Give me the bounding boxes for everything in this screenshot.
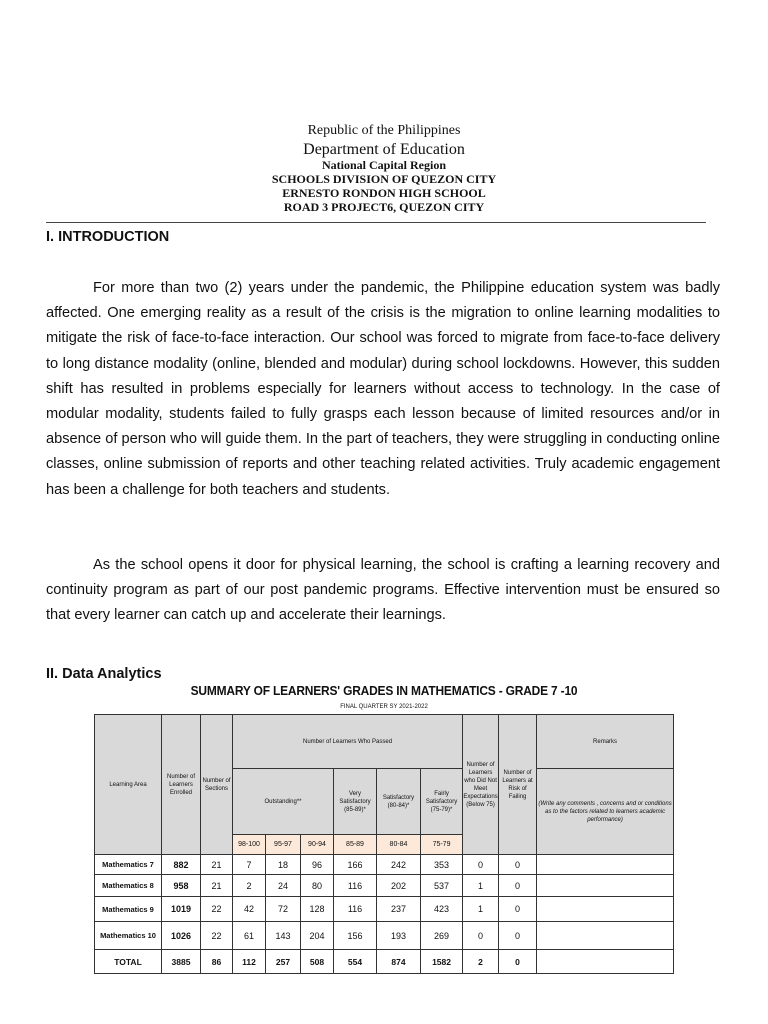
value-cell: 1 [463,897,499,922]
area-cell: Mathematics 7 [95,855,162,875]
value-cell: 18 [266,855,301,875]
value-cell: 257 [266,950,301,974]
table-row [95,855,674,875]
value-cell: 7 [233,855,266,875]
introduction-paragraph-1: For more than two (2) years under the pandemic, the Philippine education system was badly affected. One emerging reality as a result of the crisis is the migration to online learning modalities to mitigate the risk of face-to-face interaction. Our school was forced to migrate from face-to-face delivery to long distance modality (online, blended and modular) during school lockdowns. However, this sudden shift has resulted in problems especially for learners without access to technology. In the case of modular modality, students failed to fully grasps each lesson because of limited resources and/or in absence of person who will guide them. In the part of teachers, they were struggling in conducting online classes, online submission of reports and other teaching related activities. Truly academic engagement has been a challenge for both teachers and students. [46,280,720,498]
value-cell: 204 [301,922,334,950]
value-cell: 269 [421,922,463,950]
value-cell: 156 [334,922,377,950]
range-cell: 98-100 [233,835,266,855]
remarks-cell [537,897,674,922]
remarks-header: Remarks [537,715,674,769]
grades-summary-table [94,714,674,974]
enrolled-cell: 3885 [162,950,201,974]
value-cell: 0 [499,855,537,875]
header-divider [46,222,706,223]
value-cell: 61 [233,922,266,950]
table-row [95,897,674,922]
enrolled-cell: 1026 [162,922,201,950]
value-cell: 1582 [421,950,463,974]
letterhead [0,122,768,214]
department-line: Department of Education [303,141,465,158]
remarks-cell [537,875,674,897]
value-cell: 143 [266,922,301,950]
enrolled-cell: 882 [162,855,201,875]
value-cell: 423 [421,897,463,922]
data-analytics-heading: II. Data Analytics [46,666,162,682]
range-cell: 75-79 [421,835,463,855]
value-cell: 537 [421,875,463,897]
value-cell: 0 [499,897,537,922]
value-cell: 1 [463,875,499,897]
sections-header: Number of Sections [201,715,233,855]
value-cell: 116 [334,897,377,922]
value-cell: 0 [499,875,537,897]
region-line: National Capital Region [321,158,446,172]
remarks-cell [537,855,674,875]
risk-failing-header: Number of Learners at Risk of Failing [499,715,537,855]
area-cell: TOTAL [95,950,162,974]
learning-area-header: Learning Area [95,715,162,855]
value-cell: 554 [334,950,377,974]
outstanding-header: Outstanding** [233,769,334,835]
table-subtitle: FINAL QUARTER SY 2021-2022 [340,704,428,710]
value-cell: 42 [233,897,266,922]
sections-cell: 22 [201,922,233,950]
range-cell: 95-97 [266,835,301,855]
enrolled-cell: 1019 [162,897,201,922]
remarks-cell [537,922,674,950]
sections-cell: 22 [201,897,233,922]
very-satisfactory-header: Very Satisfactory (85-89)* [334,769,377,835]
republic-line: Republic of the Philippines [307,123,461,138]
introduction-heading: I. INTRODUCTION [46,229,170,245]
value-cell: 116 [334,875,377,897]
sections-cell: 21 [201,855,233,875]
value-cell: 2 [233,875,266,897]
value-cell: 166 [334,855,377,875]
value-cell: 112 [233,950,266,974]
value-cell: 237 [377,897,421,922]
area-cell: Mathematics 8 [95,875,162,897]
area-cell: Mathematics 10 [95,922,162,950]
division-line: SCHOOLS DIVISION OF QUEZON CITY [271,172,497,186]
remarks-cell [537,950,674,974]
value-cell: 874 [377,950,421,974]
value-cell: 193 [377,922,421,950]
area-cell: Mathematics 9 [95,897,162,922]
value-cell: 0 [463,855,499,875]
satisfactory-header: Satisfactory (80-84)* [377,769,421,835]
table-row [95,875,674,897]
value-cell: 242 [377,855,421,875]
range-cell: 80-84 [377,835,421,855]
address-line: ROAD 3 PROJECT6, QUEZON CITY [283,200,485,214]
value-cell: 0 [499,922,537,950]
value-cell: 80 [301,875,334,897]
remarks-note: (Write any comments , concerns and or conditions as to the factors related to learners academic performance) [537,769,674,855]
value-cell: 96 [301,855,334,875]
value-cell: 2 [463,950,499,974]
table-row [95,922,674,950]
range-cell: 90-94 [301,835,334,855]
total-row [95,950,674,974]
value-cell: 72 [266,897,301,922]
did-not-meet-header: Number of Learners who Did Not Meet Expectations (Below 75) [463,715,499,855]
introduction-paragraph-2: As the school opens it door for physical learning, the school is crafting a learning recovery and continuity program as part of our post pandemic programs. Effective intervention must be ensured so that every learner can catch up and accelerate their learnings. [46,557,720,624]
value-cell: 353 [421,855,463,875]
value-cell: 202 [377,875,421,897]
passed-header: Number of Learners Who Passed [233,715,463,769]
range-cell: 85-89 [334,835,377,855]
table-title: SUMMARY OF LEARNERS' GRADES IN MATHEMATICS - GRADE 7 -10 [190,683,578,698]
sections-cell: 21 [201,875,233,897]
sections-cell: 86 [201,950,233,974]
value-cell: 24 [266,875,301,897]
value-cell: 128 [301,897,334,922]
value-cell: 0 [463,922,499,950]
value-cell: 508 [301,950,334,974]
enrolled-header: Number of Learners Enrolled [162,715,201,855]
value-cell: 0 [499,950,537,974]
school-line: ERNESTO RONDON HIGH SCHOOL [282,186,486,200]
enrolled-cell: 958 [162,875,201,897]
fairly-satisfactory-header: Fairly Satisfactory (75-79)* [421,769,463,835]
